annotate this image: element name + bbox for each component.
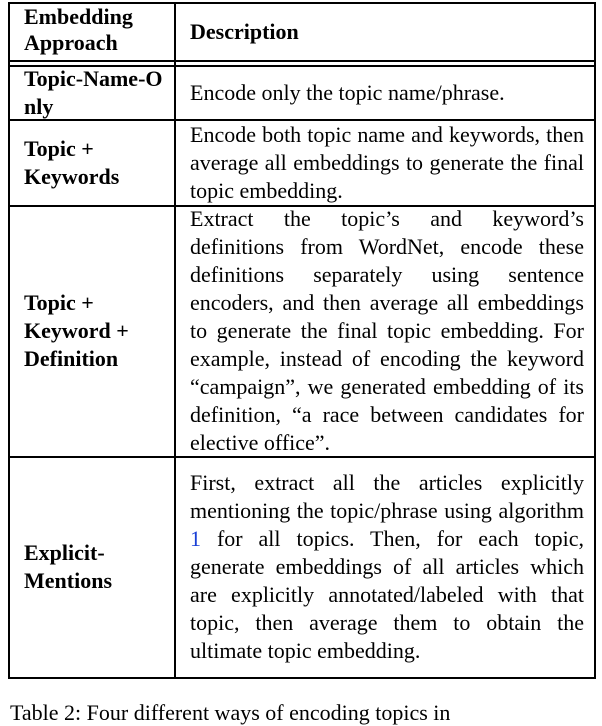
- algorithm-reference-link[interactable]: 1: [190, 526, 201, 551]
- row-description-topic-name-only: Encode only the topic name/phrase.: [190, 79, 505, 105]
- row-approach-explicit-mentions: Explicit-Mentions: [24, 540, 112, 593]
- header-description: Description: [190, 18, 299, 44]
- row-description-explicit-mentions: First, extract all the articles explicitly mentioning the topic/phrase using algorithm 1 for all topics. Then, for each topic, generate embeddings of all articles which are explicitly annotated/labeled with that topic, then average them to obtain the ultimate topic embedding.: [190, 470, 584, 663]
- row-approach-topic-keyword-definition: Topic + Keyword + Definition: [24, 290, 129, 371]
- table-caption: Table 2: Four different ways of encoding topics in: [10, 700, 451, 725]
- row-description-topic-keywords: Encode both topic name and keywords, then average all embeddings to generate the final topic embedding.: [190, 121, 584, 203]
- table-bottom-rule: [8, 677, 595, 679]
- row-description-topic-keyword-definition: Extract the topic’s and keyword’s definitions from WordNet, encode these definitions separately using sentence encoders, and then average all embeddings to generate the final topic embedding. For example, instead of encoding the keyword “campaign”, we generated embedding of its definition, “a race between candidates for elective office”.: [190, 206, 584, 455]
- header-rule-1: [8, 60, 595, 62]
- header-approach: Embedding Approach: [24, 4, 133, 55]
- row-approach-topic-keywords: Topic + Keywords: [24, 135, 120, 189]
- row-approach-topic-name-only: Topic-Name-Only: [24, 65, 163, 119]
- table-right-border: [594, 2, 596, 679]
